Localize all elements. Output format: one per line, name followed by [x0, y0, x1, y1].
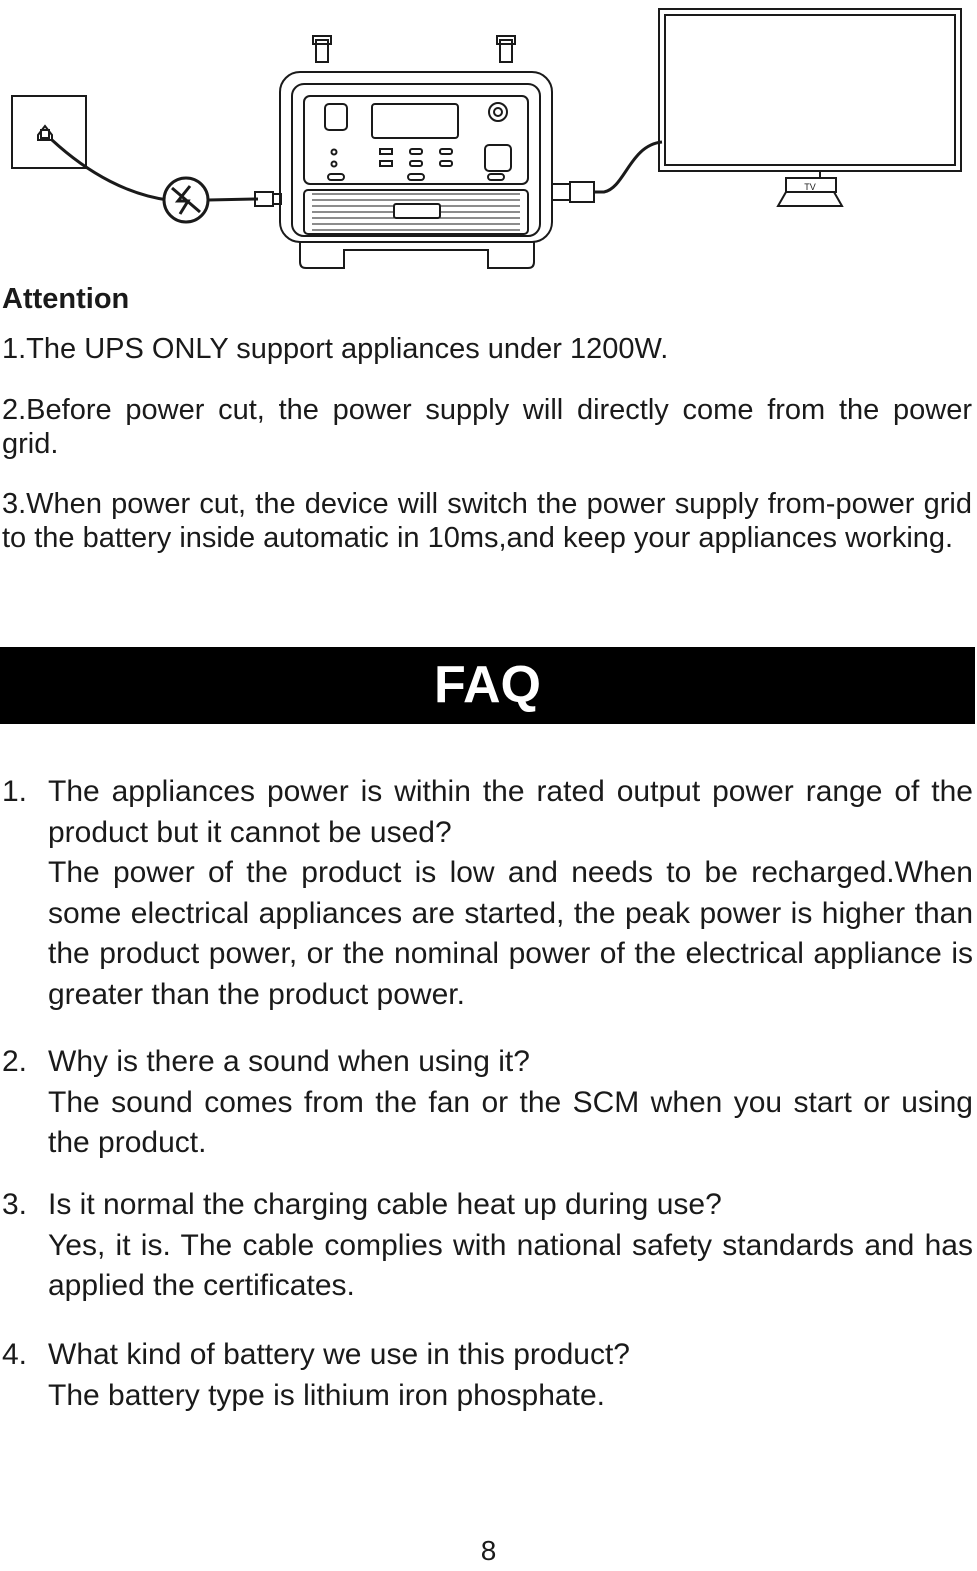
attention-item: 2.Before power cut, the power supply will directly come from the power grid. — [2, 394, 972, 460]
attention-item: 1.The UPS ONLY support appliances under 1200W. — [2, 333, 669, 365]
faq-item-number: 3. — [2, 1188, 28, 1221]
faq-answer: The battery type is lithium iron phosphate. — [48, 1378, 605, 1412]
faq-item — [48, 772, 973, 1015]
faq-question: Is it normal the charging cable heat up during use? — [48, 1188, 722, 1221]
attention-heading: Attention — [2, 283, 130, 315]
attention-item: 3.When power cut, the device will switch the power supply from-power grid to the battery inside automatic in 10ms,and keep your appliances working. — [2, 488, 972, 554]
faq-item-number: 1. — [2, 775, 28, 808]
faq-question: The appliances power is within the rated output power range of the product but it cannot be used? — [48, 775, 973, 849]
faq-item-number: 2. — [2, 1045, 28, 1078]
wall-socket-icon — [12, 96, 86, 168]
tv-icon — [659, 9, 961, 206]
faq-answer: The power of the product is low and needs to be recharged.When some electrical appliances are started, the peak power is higher than the product power, or the nominal power of the electrical appliance is greater than the product power. — [48, 856, 973, 1011]
faq-question: What kind of battery we use in this product? — [48, 1338, 630, 1371]
faq-heading: FAQ — [434, 656, 541, 714]
faq-item — [48, 1185, 973, 1307]
faq-answer: Yes, it is. The cable complies with national safety standards and has applied the certificates. — [48, 1228, 973, 1302]
page-number: 8 — [480, 1535, 497, 1566]
faq-banner — [0, 647, 975, 724]
tv-label: TV — [804, 182, 816, 192]
faq-item-number: 4. — [2, 1338, 28, 1371]
faq-question: Why is there a sound when using it? — [48, 1045, 530, 1078]
ups-connection-diagram — [0, 0, 977, 280]
faq-answer: The sound comes from the fan or the SCM when you start or using the product. — [48, 1085, 973, 1159]
power-cut-icon — [164, 178, 208, 222]
ups-power-station-icon — [280, 36, 552, 268]
faq-item — [48, 1335, 973, 1416]
faq-item — [48, 1042, 973, 1164]
